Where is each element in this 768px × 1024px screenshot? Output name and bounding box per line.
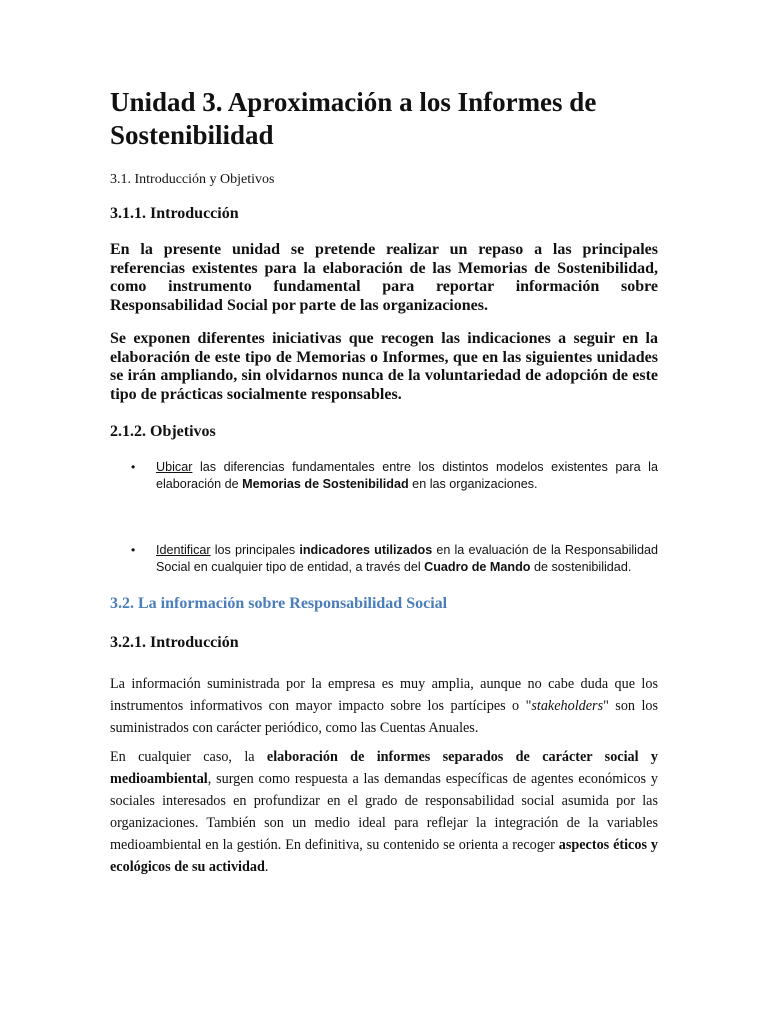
- objective-text: en las organizaciones.: [408, 477, 538, 491]
- objective-emphasis: Memorias de Sostenibilidad: [242, 477, 409, 491]
- objective-emphasis: indicadores utilizados: [299, 543, 433, 557]
- document-body: [110, 86, 658, 878]
- objective-emphasis: Cuadro de Mando: [424, 560, 531, 574]
- section-intro-heading: 3.2.1. Introducción: [110, 634, 239, 651]
- objective-text: los principales: [210, 543, 300, 557]
- paragraph-text: , surgen como respuesta a las demandas específicas de agentes económicos y sociales interesados en profundizar en el grado de responsabilidad social asumida por las organizaciones. También son un medio ideal para reflejar la integración de la variables medioambiental en la gestión. En definitiva, su contenido se orienta a recoger: [110, 771, 658, 853]
- objectives-list: [110, 459, 658, 576]
- objective-text: en la evaluación de la Responsabilidad Social en cualquier tipo de entidad, a través del: [156, 543, 658, 574]
- paragraph-italic: stakeholders: [531, 698, 604, 714]
- body-paragraph-2: [110, 746, 658, 878]
- objective-text: de sostenibilidad.: [530, 560, 632, 574]
- paragraph-emphasis: aspectos éticos y ecológicos de su actividad: [110, 837, 658, 875]
- objective-item: [110, 542, 658, 576]
- page-title: Unidad 3. Aproximación a los Informes de Sostenibilidad: [110, 87, 597, 150]
- intro-heading: 3.1.1. Introducción: [110, 205, 239, 222]
- paragraph-text: La información suministrada por la empresa es muy amplia, aunque no cabe duda que los instrumentos informativos con mayor impacto sobre los partícipes o ": [110, 676, 658, 714]
- objectives-heading: 2.1.2. Objetivos: [110, 423, 216, 440]
- paragraph-emphasis: elaboración de informes separados de carácter social y medioambiental: [110, 749, 658, 787]
- objective-verb: Identificar: [156, 543, 211, 557]
- intro-paragraph-2: Se exponen diferentes iniciativas que recogen las indicaciones a seguir en la elaboración de este tipo de Memorias o Informes, que en las siguientes unidades se irán ampliando, sin olvidarnos nunca de la voluntariedad de adopción de este tipo de prácticas socialmente responsables.: [110, 330, 658, 403]
- bullet-icon: •: [131, 543, 136, 557]
- objective-item: [110, 459, 658, 493]
- subsection-label: 3.1. Introducción y Objetivos: [110, 172, 275, 187]
- paragraph-text: En cualquier caso, la: [110, 749, 267, 765]
- paragraph-text: " son los suministrados con carácter periódico, como las Cuentas Anuales.: [110, 698, 658, 736]
- paragraph-text: .: [264, 859, 269, 875]
- bullet-icon: •: [131, 460, 136, 474]
- intro-paragraph-1: En la presente unidad se pretende realizar un repaso a las principales referencias existentes para la elaboración de las Memorias de Sostenibilidad, como instrumento fundamental para reportar información sobre Responsabilidad Social por parte de las organizaciones.: [110, 241, 658, 314]
- objective-verb: Ubicar: [156, 460, 193, 474]
- body-paragraph-1: [110, 673, 658, 739]
- objective-text: las diferencias fundamentales entre los distintos modelos existentes para la elaboración de: [156, 460, 658, 491]
- section-heading: 3.2. La información sobre Responsabilidad Social: [110, 595, 448, 612]
